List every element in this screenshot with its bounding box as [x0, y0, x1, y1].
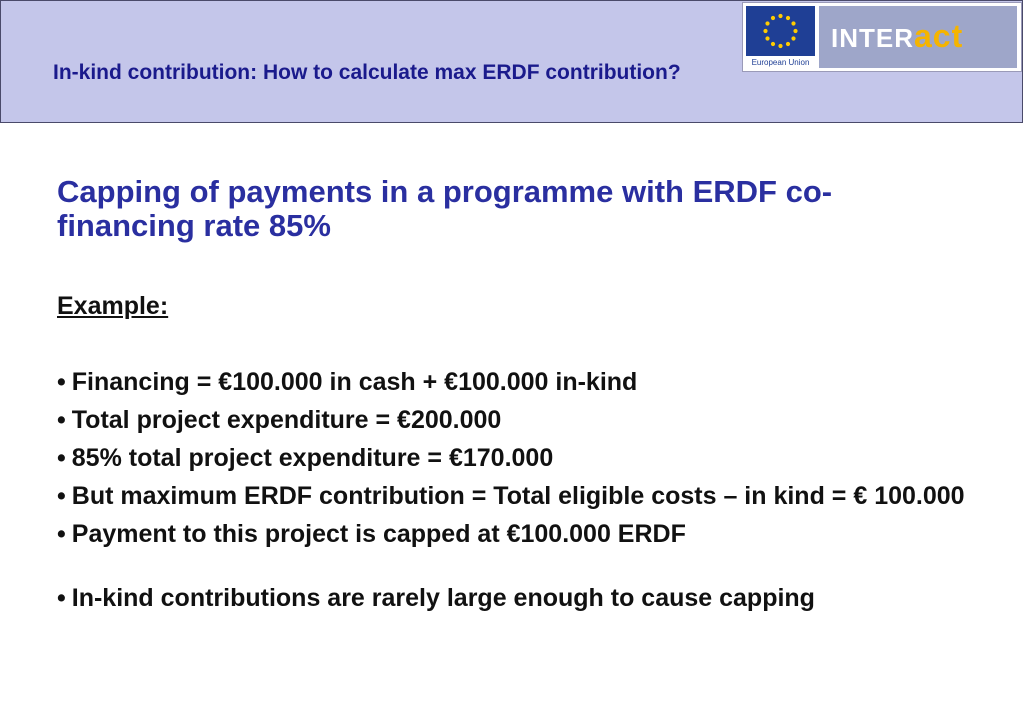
bullet-item: [57, 405, 967, 435]
eu-caption: European Union: [751, 58, 810, 67]
bullet-item: [57, 481, 967, 511]
slide-subtitle: Capping of payments in a programme with ERDF co-financing rate 85%: [57, 174, 833, 243]
interact-logo: [742, 2, 1022, 72]
bullet-item: [57, 367, 967, 397]
example-label: Example:: [57, 292, 169, 320]
interact-wordmark: [819, 6, 1017, 68]
wordmark-act: act: [914, 18, 964, 54]
bullet-text: But maximum ERDF contribution = Total eligible costs – in kind = € 100.000: [71, 482, 965, 510]
bullet-item: [57, 519, 967, 549]
bullet-text: 85% total project expenditure = €170.000: [71, 444, 554, 472]
eu-flag-icon: [746, 6, 815, 56]
bullet-item: [57, 443, 967, 473]
bullet-icon: •: [57, 406, 66, 434]
bullet-icon: •: [57, 444, 66, 472]
bullet-icon: •: [57, 520, 66, 548]
bullet-text: In-kind contributions are rarely large enough to cause capping: [71, 584, 815, 612]
bullet-text: Total project expenditure = €200.000: [71, 406, 502, 434]
bullet-item: [57, 583, 967, 613]
wordmark-inter: INTER: [831, 23, 914, 53]
bullet-text: Financing = €100.000 in cash + €100.000 in-kind: [71, 368, 638, 396]
bullet-icon: •: [57, 584, 66, 612]
bullet-icon: •: [57, 482, 66, 510]
bullet-text: Payment to this project is capped at €100.000 ERDF: [71, 520, 686, 548]
bullet-icon: •: [57, 368, 66, 396]
bullet-list: [57, 367, 967, 621]
eu-stars-icon: [746, 6, 815, 56]
page-title: In-kind contribution: How to calculate max ERDF contribution?: [53, 61, 681, 84]
